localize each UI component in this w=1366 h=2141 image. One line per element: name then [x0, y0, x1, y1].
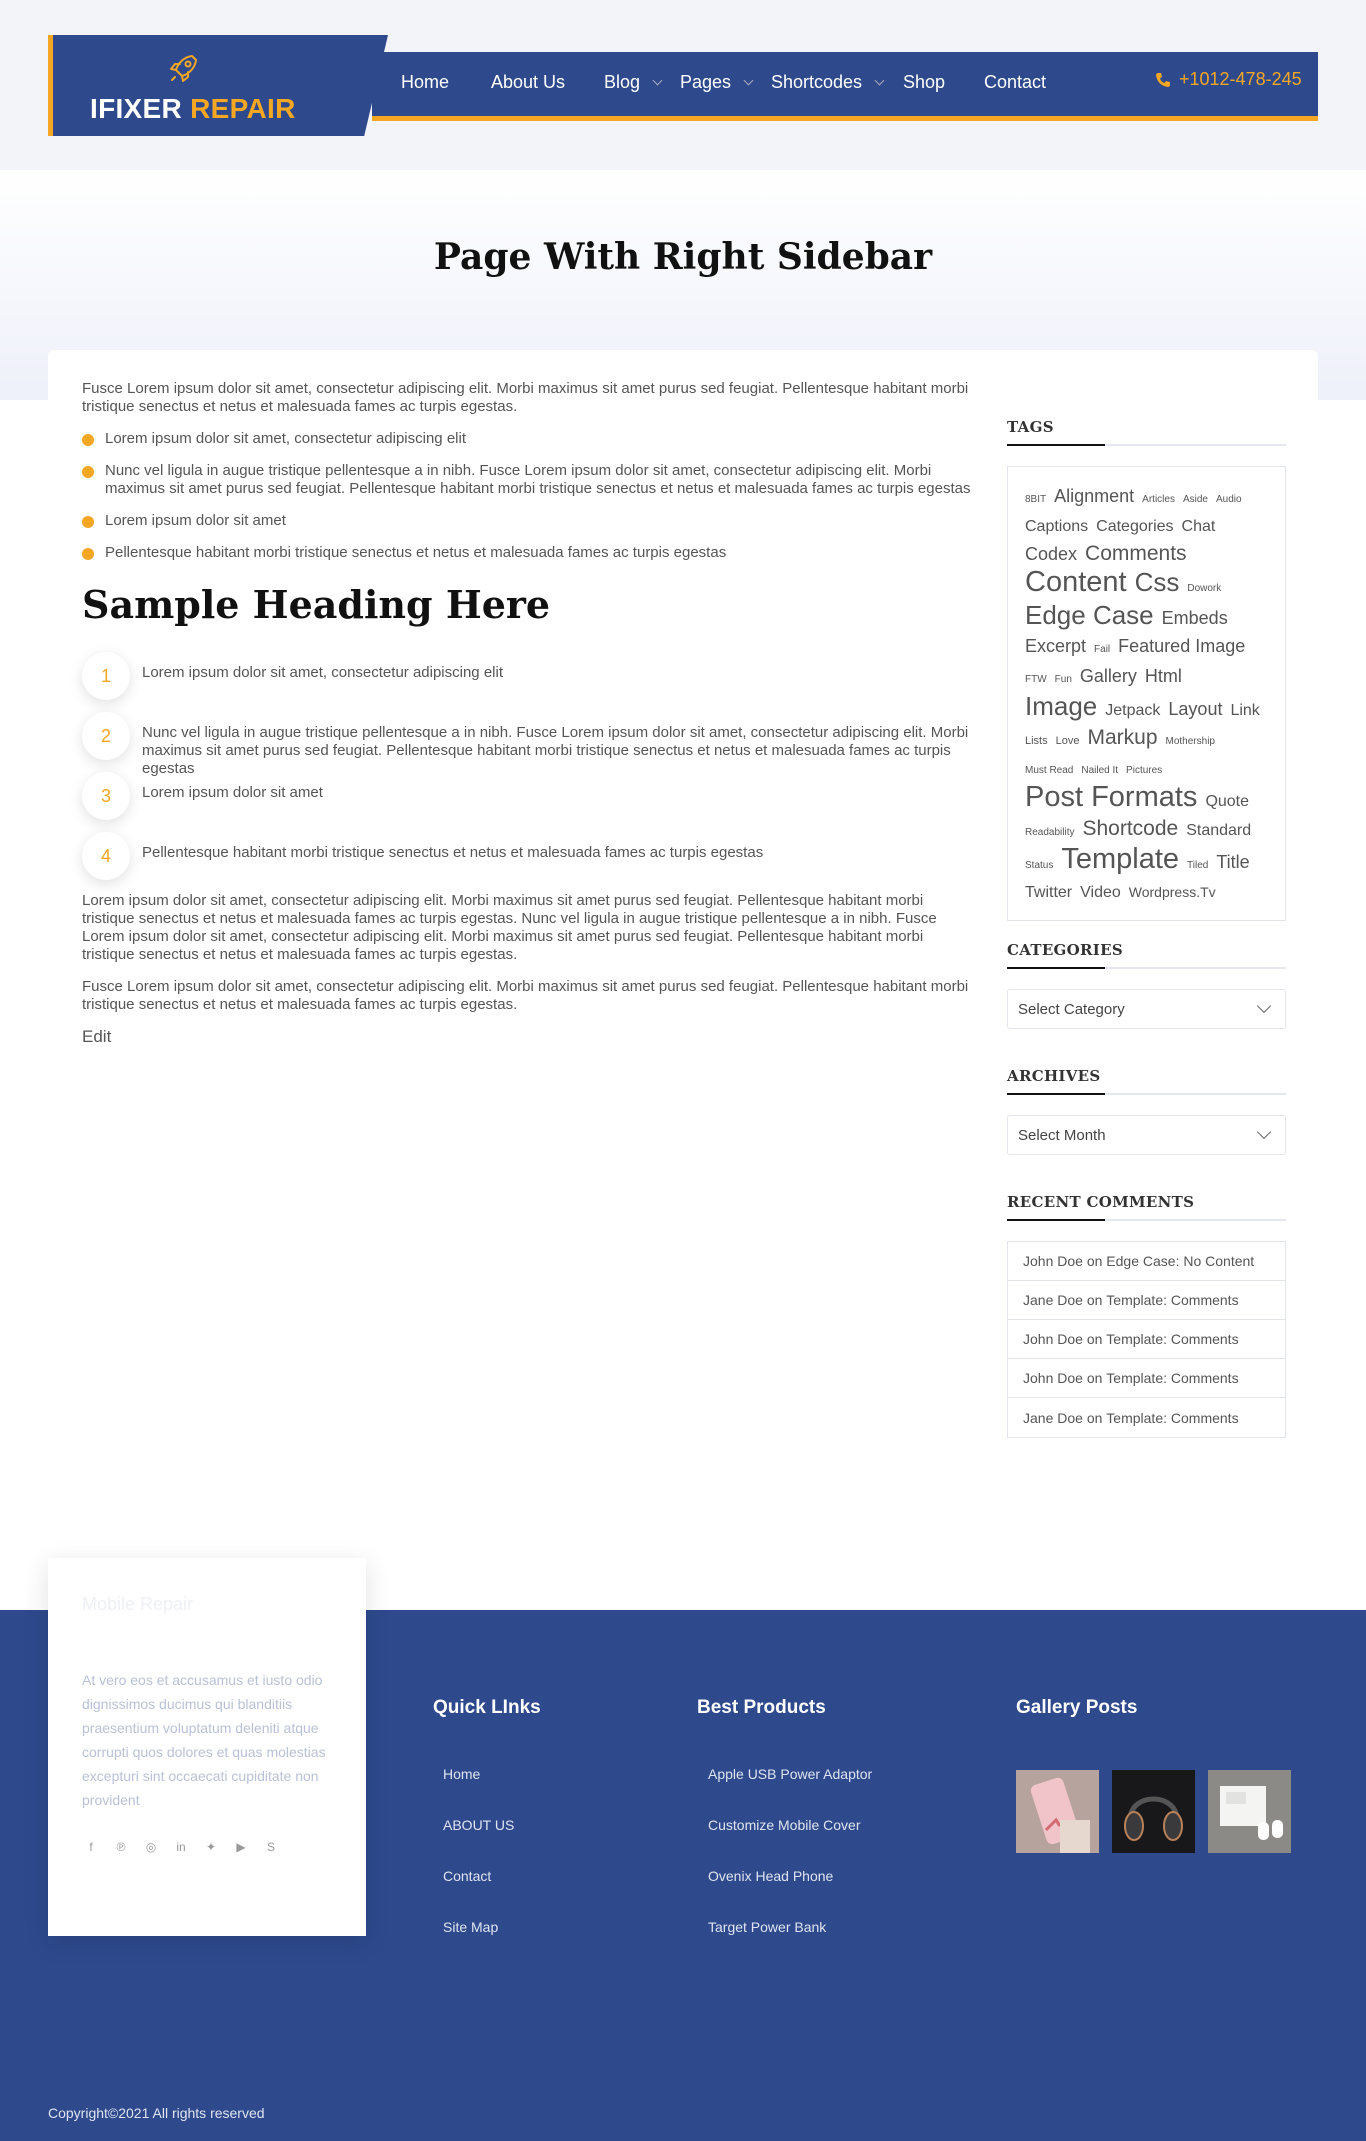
nav-label: Blog	[604, 72, 641, 92]
tag-link[interactable]: Jetpack	[1105, 702, 1161, 719]
youtube-icon[interactable]: ▶	[236, 1840, 246, 1854]
tag-link[interactable]: Layout	[1168, 699, 1223, 719]
footer-link-home[interactable]: Home	[443, 1766, 481, 1782]
tag-link[interactable]: Articles	[1142, 494, 1175, 505]
tag-link[interactable]: Edge Case	[1025, 600, 1154, 630]
tag-link[interactable]: Readability	[1025, 827, 1075, 838]
edit-link[interactable]: Edit	[82, 1027, 112, 1046]
best-products-title: Best Products	[697, 1697, 826, 1718]
comment-on: on	[1086, 1331, 1103, 1347]
comment-post-link[interactable]: Edge Case: No Content	[1106, 1253, 1255, 1269]
numbered-text: Lorem ipsum dolor sit amet, consectetur adipiscing elit	[142, 664, 503, 681]
tag-link[interactable]: Nailed It	[1081, 765, 1119, 776]
comment-author[interactable]: John Doe	[1023, 1370, 1083, 1386]
numbered-item	[82, 664, 977, 724]
comment-author[interactable]: John Doe	[1023, 1253, 1083, 1269]
number-badge: 3	[82, 772, 130, 820]
numbered-text: Pellentesque habitant morbi tristique senectus et netus et malesuada fames ac turpis egestas	[142, 844, 764, 861]
phone-icon	[1155, 72, 1171, 88]
copyright: Copyright©2021 All rights reserved	[48, 2105, 265, 2121]
tag-link[interactable]: Html	[1144, 666, 1182, 686]
tag-link[interactable]: Embeds	[1161, 608, 1228, 628]
chevron-down-icon	[1257, 1125, 1271, 1139]
nav-label: About Us	[491, 72, 566, 92]
gallery-thumb-phone[interactable]	[1016, 1770, 1099, 1853]
tag-link[interactable]: Content	[1025, 566, 1127, 598]
tag-link[interactable]: Lists	[1025, 735, 1048, 747]
numbered-item	[82, 784, 977, 844]
numbered-text: Lorem ipsum dolor sit amet	[142, 784, 323, 801]
product-link[interactable]: Target Power Bank	[708, 1919, 827, 1935]
select-value: Select Month	[1018, 1126, 1106, 1144]
tag-link[interactable]: Link	[1230, 702, 1260, 719]
recent-comments-list	[1007, 1241, 1286, 1438]
main-content	[82, 380, 977, 1046]
tag-link[interactable]: Title	[1216, 852, 1250, 872]
phone-case-image	[1016, 1770, 1099, 1853]
comment-author[interactable]: Jane Doe	[1023, 1292, 1083, 1308]
nav-accent-stripe	[372, 116, 1318, 121]
tag-cloud	[1007, 466, 1286, 921]
comment-post-link[interactable]: Template: Comments	[1106, 1409, 1239, 1426]
logo-accent-text: REPAIR	[190, 93, 296, 124]
tag-link[interactable]: Aside	[1182, 494, 1208, 505]
quick-links-list	[443, 1766, 514, 1970]
comment-post-link[interactable]: Template: Comments	[1106, 1292, 1239, 1308]
nav-label: Shortcodes	[771, 72, 863, 92]
archive-select[interactable]	[1007, 1115, 1286, 1155]
quick-links-title: Quick LInks	[433, 1697, 541, 1718]
bullet-list	[82, 430, 977, 562]
phone-number: +1012-478-245	[1179, 69, 1302, 89]
headphones-image	[1112, 1770, 1195, 1853]
comment-item	[1008, 1281, 1285, 1320]
product-link[interactable]: Ovenix Head Phone	[708, 1868, 834, 1884]
pinterest-icon[interactable]: ℗	[116, 1840, 126, 1854]
comment-on: on	[1086, 1292, 1103, 1308]
nav-blog[interactable]	[604, 72, 661, 93]
tag-link[interactable]: Status	[1025, 860, 1054, 871]
tag-link[interactable]: Love	[1055, 735, 1080, 747]
chevron-down-icon	[875, 76, 885, 86]
tag-link[interactable]: Fun	[1054, 674, 1072, 685]
product-link[interactable]: Customize Mobile Cover	[708, 1817, 861, 1833]
nav-shop[interactable]	[903, 72, 945, 93]
page-title: Page With Right Sidebar	[433, 236, 933, 278]
linkedin-icon[interactable]: in	[176, 1840, 186, 1854]
facebook-icon[interactable]: f	[89, 1840, 93, 1854]
rocket-icon	[166, 50, 202, 86]
chevron-down-icon	[653, 76, 663, 86]
number-badge: 2	[82, 712, 130, 760]
gallery-thumb-airpods[interactable]	[1208, 1770, 1291, 1853]
tag-link[interactable]: FTW	[1025, 674, 1047, 685]
tag-link[interactable]: Mothership	[1165, 736, 1215, 747]
product-link[interactable]: Apple USB Power Adaptor	[708, 1766, 873, 1782]
nav-pages[interactable]	[680, 72, 752, 93]
number-badge: 4	[82, 832, 130, 880]
tag-link[interactable]: Video	[1080, 884, 1121, 901]
comment-post-link[interactable]: Template: Comments	[1106, 1370, 1239, 1386]
gallery-posts-title: Gallery Posts	[1016, 1697, 1138, 1718]
list-item: Lorem ipsum dolor sit amet	[82, 512, 977, 530]
social-links	[85, 1840, 277, 1854]
archives-widget-title: ARCHIVES	[1007, 1067, 1286, 1095]
tag-link[interactable]: 8BIT	[1025, 494, 1047, 505]
logo-main-text: IFIXER	[90, 93, 183, 124]
comment-item	[1008, 1242, 1285, 1281]
chevron-down-icon	[744, 76, 754, 86]
about-title: Mobile Repair	[82, 1594, 194, 1614]
tag-link[interactable]: Fail	[1094, 644, 1111, 655]
tag-link[interactable]: Wordpress.Tv	[1128, 884, 1216, 900]
footer-link-contact[interactable]: Contact	[443, 1868, 492, 1884]
list-item: Lorem ipsum dolor sit amet, consectetur adipiscing elit	[82, 430, 977, 448]
comment-on: on	[1086, 1253, 1103, 1269]
comment-author[interactable]: Jane Doe	[1023, 1409, 1083, 1426]
tag-link[interactable]: Markup	[1087, 726, 1158, 749]
sample-heading: Sample Heading Here	[82, 582, 551, 627]
nav-about-us[interactable]	[491, 72, 565, 93]
gallery-posts	[1016, 1770, 1291, 1853]
tag-link[interactable]: Featured Image	[1118, 636, 1246, 656]
gallery-thumb-headphones[interactable]	[1112, 1770, 1195, 1853]
recent-comments-widget-title: RECENT COMMENTS	[1007, 1193, 1286, 1221]
tag-link[interactable]: Template	[1061, 843, 1180, 875]
tag-link[interactable]: Quote	[1205, 793, 1250, 810]
about-text: At vero eos et accusamus et iusto odio dignissimos ducimus qui blanditiis praesentium voluptatum deleniti atque corrupti quos dolores et quas molestias excepturi sint occaecati cupiditate non provident	[82, 1672, 326, 1808]
nav-shortcodes[interactable]	[771, 72, 883, 93]
list-item: Pellentesque habitant morbi tristique senectus et netus et malesuada fames ac turpis egestas	[82, 544, 977, 562]
nav-label: Pages	[680, 72, 732, 92]
number-badge: 1	[82, 652, 130, 700]
nav-label: Shop	[903, 72, 946, 92]
tag-link[interactable]: Alignment	[1054, 486, 1135, 506]
tag-link[interactable]: Chat	[1181, 518, 1216, 535]
category-select[interactable]	[1007, 989, 1286, 1029]
numbered-item	[82, 724, 977, 784]
tag-link[interactable]: Css	[1134, 567, 1180, 597]
comment-item	[1008, 1320, 1285, 1359]
comment-item	[1008, 1398, 1285, 1437]
comment-item	[1008, 1359, 1285, 1398]
nav-label: Contact	[984, 72, 1047, 92]
tag-link[interactable]: Captions	[1025, 518, 1089, 535]
body-paragraph: Lorem ipsum dolor sit amet, consectetur adipiscing elit. Morbi maximus sit amet purus sed feugiat. Pellentesque habitant morbi tristique senectus et netus et malesuada fames ac turpis egestas. Nunc vel ligula in augue tristique pellentesque a in nibh. Fusce Lorem ipsum dolor sit amet, consectetur adipiscing elit. Morbi maximus sit amet purus sed feugiat. Pellentesque habitant morbi tristique senectus et netus et malesuada fames ac turpis egestas.	[82, 892, 937, 963]
list-item: Nunc vel ligula in augue tristique pellentesque a in nibh. Fusce Lorem ipsum dolor sit amet, consectetur adipiscing elit. Morbi maximus sit amet purus sed feugiat. Pellentesque habitant morbi tristique senectus et netus et malesuada fames ac turpis egestas	[82, 462, 977, 498]
comment-post-link[interactable]: Template: Comments	[1106, 1331, 1239, 1347]
tags-widget-title: TAGS	[1007, 418, 1286, 446]
footer-link-sitemap[interactable]: Site Map	[443, 1919, 499, 1935]
tag-link[interactable]: Standard	[1186, 822, 1252, 839]
tag-link[interactable]: Codex	[1025, 544, 1078, 564]
instagram-icon[interactable]: ◎	[145, 1840, 157, 1854]
tag-link[interactable]: Shortcode	[1082, 817, 1179, 840]
logo-accent-bar	[48, 35, 53, 136]
nav-label: Home	[401, 72, 450, 92]
airpods-box-image	[1208, 1770, 1291, 1853]
logo-text[interactable]	[90, 93, 296, 125]
body-paragraph: Fusce Lorem ipsum dolor sit amet, consectetur adipiscing elit. Morbi maximus sit amet purus sed feugiat. Pellentesque habitant morbi tristique senectus et netus et malesuada fames ac turpis egestas.	[82, 978, 969, 1013]
tag-link[interactable]: Comments	[1085, 542, 1187, 565]
comment-on: on	[1086, 1370, 1103, 1386]
header-phone[interactable]	[1155, 69, 1302, 90]
footer-about-card	[48, 1558, 366, 1936]
chevron-down-icon	[1257, 999, 1271, 1013]
tag-link[interactable]: Gallery	[1079, 666, 1137, 686]
comment-author[interactable]: John Doe	[1023, 1331, 1083, 1347]
tag-link[interactable]: Pictures	[1126, 765, 1163, 776]
skype-icon[interactable]: S	[266, 1840, 275, 1854]
numbered-item	[82, 844, 977, 892]
twitter-icon[interactable]: ✦	[205, 1840, 217, 1854]
right-sidebar	[1007, 418, 1286, 1438]
select-value: Select Category	[1018, 1000, 1125, 1018]
comment-on: on	[1086, 1409, 1103, 1426]
tag-link[interactable]: Audio	[1215, 494, 1242, 505]
nav-contact[interactable]	[984, 72, 1046, 93]
tag-link[interactable]: Dowork	[1187, 583, 1222, 594]
tag-link[interactable]: Tiled	[1187, 860, 1209, 871]
nav-home[interactable]	[401, 72, 449, 93]
tag-link[interactable]: Categories	[1096, 518, 1174, 535]
tag-link[interactable]: Image	[1025, 691, 1098, 721]
best-products-list	[708, 1766, 872, 1970]
intro-paragraph: Fusce Lorem ipsum dolor sit amet, consectetur adipiscing elit. Morbi maximus sit amet purus sed feugiat. Pellentesque habitant morbi tristique senectus et netus et malesuada fames ac turpis egestas.	[82, 380, 969, 415]
categories-widget-title: CATEGORIES	[1007, 941, 1286, 969]
numbered-text: Nunc vel ligula in augue tristique pellentesque a in nibh. Fusce Lorem ipsum dolor sit amet, consectetur adipiscing elit. Morbi maximus sit amet purus sed feugiat. Pellentesque habitant morbi tristique senectus et netus et malesuada fames ac turpis egestas	[142, 724, 969, 777]
tag-link[interactable]: Post Formats	[1025, 781, 1198, 813]
tag-link[interactable]: Excerpt	[1025, 636, 1087, 656]
tag-link[interactable]: Twitter	[1025, 884, 1073, 901]
tag-link[interactable]: Must Read	[1025, 765, 1074, 776]
footer-link-about[interactable]: ABOUT US	[443, 1817, 515, 1833]
